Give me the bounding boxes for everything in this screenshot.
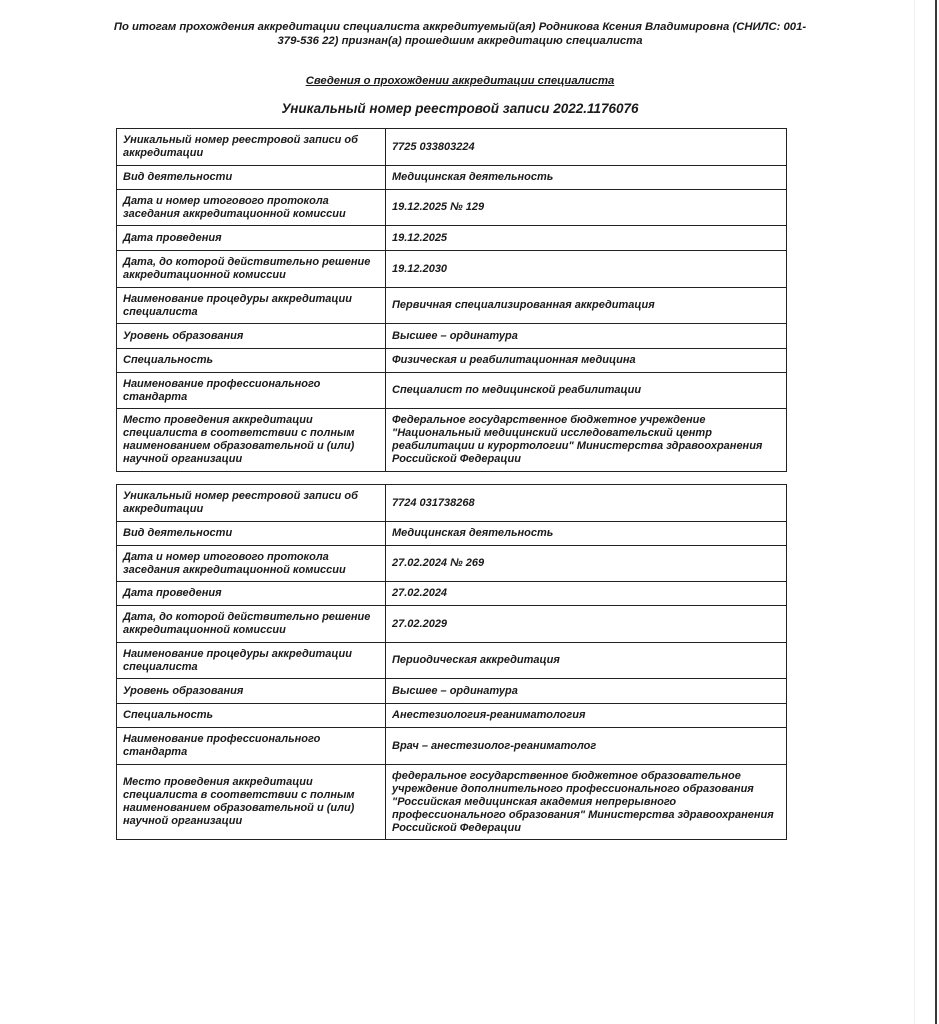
record-row	[117, 679, 787, 704]
scan-edge-shadow	[914, 0, 915, 1024]
row-value: 19.12.2025	[386, 226, 787, 251]
record-row	[117, 485, 787, 522]
record-row	[117, 765, 787, 840]
row-label: Вид деятельности	[117, 166, 386, 190]
row-value: Медицинская деятельность	[386, 166, 787, 190]
row-label: Уникальный номер реестровой записи об аккредитации	[117, 485, 386, 522]
row-value: 19.12.2025 № 129	[386, 190, 787, 226]
row-label: Дата и номер итогового протокола заседания аккредитационной комиссии	[117, 190, 386, 226]
row-value: Первичная специализированная аккредитация	[386, 288, 787, 324]
record-row	[117, 166, 787, 190]
record-row	[117, 522, 787, 546]
section-subtitle: Сведения о прохождении аккредитации специалиста	[305, 75, 615, 87]
row-label: Наименование процедуры аккредитации специалиста	[117, 288, 386, 324]
record-row	[117, 251, 787, 288]
record-row	[117, 643, 787, 679]
record-row	[117, 190, 787, 226]
accreditation-record-table	[116, 484, 787, 840]
record-row	[117, 606, 787, 643]
row-label: Дата, до которой действительно решение аккредитационной комиссии	[117, 606, 386, 643]
record-row	[117, 728, 787, 765]
record-row	[117, 546, 787, 582]
row-label: Дата и номер итогового протокола заседания аккредитационной комиссии	[117, 546, 386, 582]
record-row	[117, 226, 787, 251]
row-value: Медицинская деятельность	[386, 522, 787, 546]
row-value: Специалист по медицинской реабилитации	[386, 373, 787, 409]
row-label: Наименование профессионального стандарта	[117, 728, 386, 765]
row-label: Место проведения аккредитации специалиста в соответствии с полным наименованием образовательной и (или) научной организации	[117, 409, 386, 472]
row-label: Наименование процедуры аккредитации специалиста	[117, 643, 386, 679]
row-value: 19.12.2030	[386, 251, 787, 288]
row-label: Специальность	[117, 349, 386, 373]
row-label: Вид деятельности	[117, 522, 386, 546]
row-value: 27.02.2024 № 269	[386, 546, 787, 582]
row-value: Анестезиология-реаниматология	[386, 704, 787, 728]
scan-edge-line	[935, 0, 937, 1024]
record-row	[117, 288, 787, 324]
registry-heading: Уникальный номер реестровой записи 2022.1176076	[281, 101, 639, 116]
row-value: 27.02.2024	[386, 582, 787, 606]
row-value: 7724 031738268	[386, 485, 787, 522]
row-value: 27.02.2029	[386, 606, 787, 643]
record-row	[117, 409, 787, 472]
row-value: Врач – анестезиолог-реаниматолог	[386, 728, 787, 765]
row-label: Дата проведения	[117, 582, 386, 606]
accreditation-record-table	[116, 128, 787, 472]
row-value: 7725 033803224	[386, 129, 787, 166]
row-label: Наименование профессионального стандарта	[117, 373, 386, 409]
record-row	[117, 324, 787, 349]
row-value: Федеральное государственное бюджетное учреждение "Национальный медицинский исследовательский центр реабилитации и курортологии" Министерства здравоохранения Российской Федерации	[386, 409, 787, 472]
record-row	[117, 349, 787, 373]
record-row	[117, 582, 787, 606]
row-label: Дата, до которой действительно решение аккредитационной комиссии	[117, 251, 386, 288]
row-label: Уровень образования	[117, 679, 386, 704]
row-value: федеральное государственное бюджетное образовательное учреждение дополнительного профессионального образования "Российская медицинская академия непрерывного профессионального образования" Министерства здравоохранения Российской Федерации	[386, 765, 787, 840]
row-label: Уровень образования	[117, 324, 386, 349]
record-row	[117, 129, 787, 166]
row-value: Высшее – ординатура	[386, 324, 787, 349]
row-label: Специальность	[117, 704, 386, 728]
row-label: Место проведения аккредитации специалиста в соответствии с полным наименованием образовательной и (или) научной организации	[117, 765, 386, 840]
record-row	[117, 704, 787, 728]
intro-statement: По итогам прохождения аккредитации специалиста аккредитуемый(ая) Родникова Ксения Владимировна (СНИЛС: 001-379-536 22) признан(а) прошедшим аккредитацию специалиста	[113, 21, 807, 47]
row-label: Дата проведения	[117, 226, 386, 251]
row-label: Уникальный номер реестровой записи об аккредитации	[117, 129, 386, 166]
row-value: Периодическая аккредитация	[386, 643, 787, 679]
row-value: Высшее – ординатура	[386, 679, 787, 704]
row-value: Физическая и реабилитационная медицина	[386, 349, 787, 373]
record-row	[117, 373, 787, 409]
